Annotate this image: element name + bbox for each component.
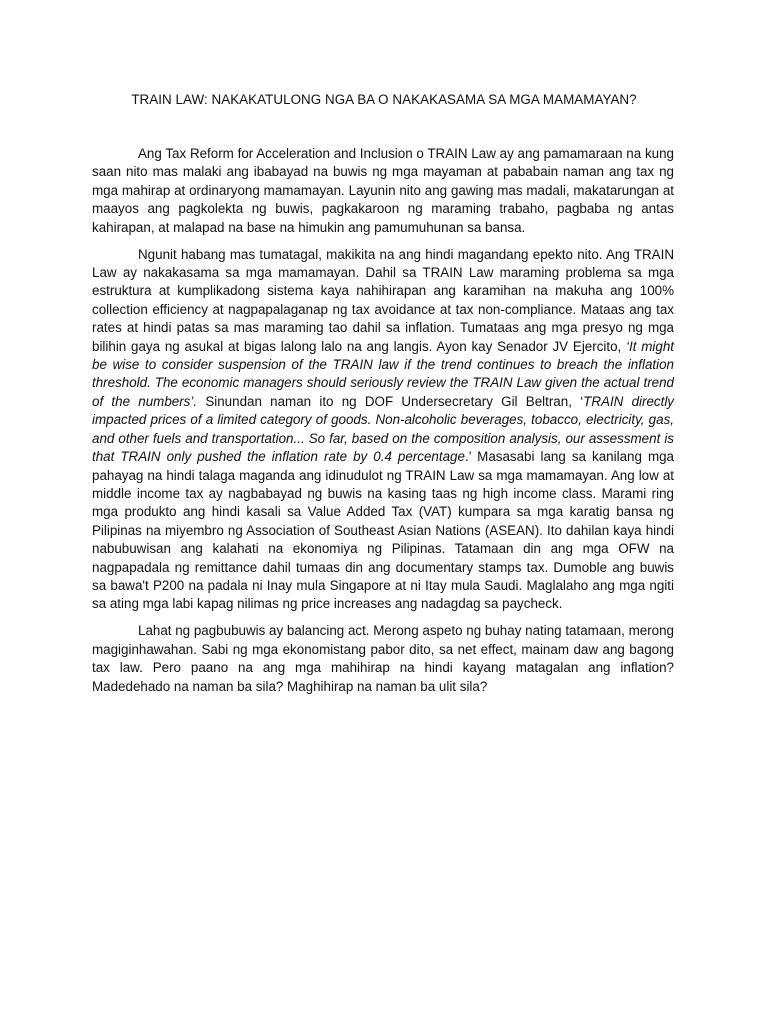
paragraph: [92, 246, 674, 614]
text-segment: Ngunit habang mas tumatagal, makikita na ang hindi magandang epekto nito. Ang TRAIN Law ay nakakasama sa mga mamamayan. Dahil sa TRAIN Law maraming problema sa mga estruktura at kumplikadong sistema kaya nahihirapan ang karamihan na makuha ang 100% collection efficiency at nagpapalaganap ng tax avoidance at tax non-compliance. Mataas ang tax rates at hindi patas sa mas maraming tao dahil sa inflation. Tumataas ang mga presyo ng mga bilihin gaya ng asukal at bigas lalong lalo na ang langis. Ayon kay Senador JV Ejercito,: [92, 246, 674, 354]
document-body: [92, 145, 674, 705]
text-segment: Sinundan naman ito ng DOF Undersecretary Gil Beltran, ‘: [197, 393, 584, 409]
quote-ejercito: ‘It might be wise to consider suspension of the TRAIN law if the trend continues to breach the inflation threshold. The economic managers should seriously review the TRAIN Law given the actual trend of the numbers’.: [92, 338, 674, 409]
text-segment: Ang Tax Reform for Acceleration and Inclusion o TRAIN Law ay ang pamamaraan na kung saan nito mas malaki ang ibabayad na buwis ng mga mayaman at pababain naman ang tax ng mga mahirap at ordinaryong mamamayan. Layunin nito ang gawing mas madali, makatarungan at maayos ang pagkolekta ng buwis, pagkakaroon ng maraming trabaho, pagbaba ng antas kahirapan, at malapad na base na himukin ang pamumuhunan sa bansa.: [92, 146, 674, 235]
quote-beltran: TRAIN directly impacted prices of a limited category of goods. Non-alcoholic beverages, tobacco, electricity, gas, and other fuels and transportation... So far, based on the composition analysis, our assessment is that TRAIN only pushed the inflation rate by 0.4 percentage: [92, 393, 674, 465]
text-segment: Lahat ng pagbubuwis ay balancing act. Merong aspeto ng buhay nating tatamaan, merong magiginhawahan. Sabi ng mga ekonomistang pabor dito, sa net effect, mainam daw ang bagong tax law. Pero paano na ang mga mahihirap na hindi kayang matagalan ang inflation? Madedehado na naman ba sila? Maghihirap na naman ba ulit sila?: [92, 623, 674, 694]
paragraph: [92, 622, 674, 696]
document-title: TRAIN LAW: NAKAKATULONG NGA BA O NAKAKASAMA SA MGA MAMAMAYAN?: [131, 92, 637, 107]
text-segment: .’ Masasabi lang sa kanilang mga pahayag na hindi talaga maganda ang idinudulot ng TRAIN Law sa mga mamamayan. Ang low at middle income tax ay nagbabayad ng buwis na kasing taas ng high income class. Marami ring mga produkto ang hindi kasali sa Value Added Tax (VAT) kumpara sa mga karatig bansa ng Pilipinas na miyembro ng Association of Southeast Asian Nations (ASEAN). Ito dahilan kaya hindi nabubuwisan ang kalahati na ekonomiya ng Pilipinas. Tatamaan din ang mga OFW na nagpapadala ng remittance dahil tumaas din ang documentary stamps tax. Dumoble ang buwis sa bawa't P200 na padala ni Inay mula Singapore at ni Itay mula Saudi. Maglalaho ang mga ngiti sa ating mga labi kapag nilimas ng price increases ang nadagdag sa paycheck.: [92, 449, 675, 612]
paragraph: [92, 145, 674, 237]
